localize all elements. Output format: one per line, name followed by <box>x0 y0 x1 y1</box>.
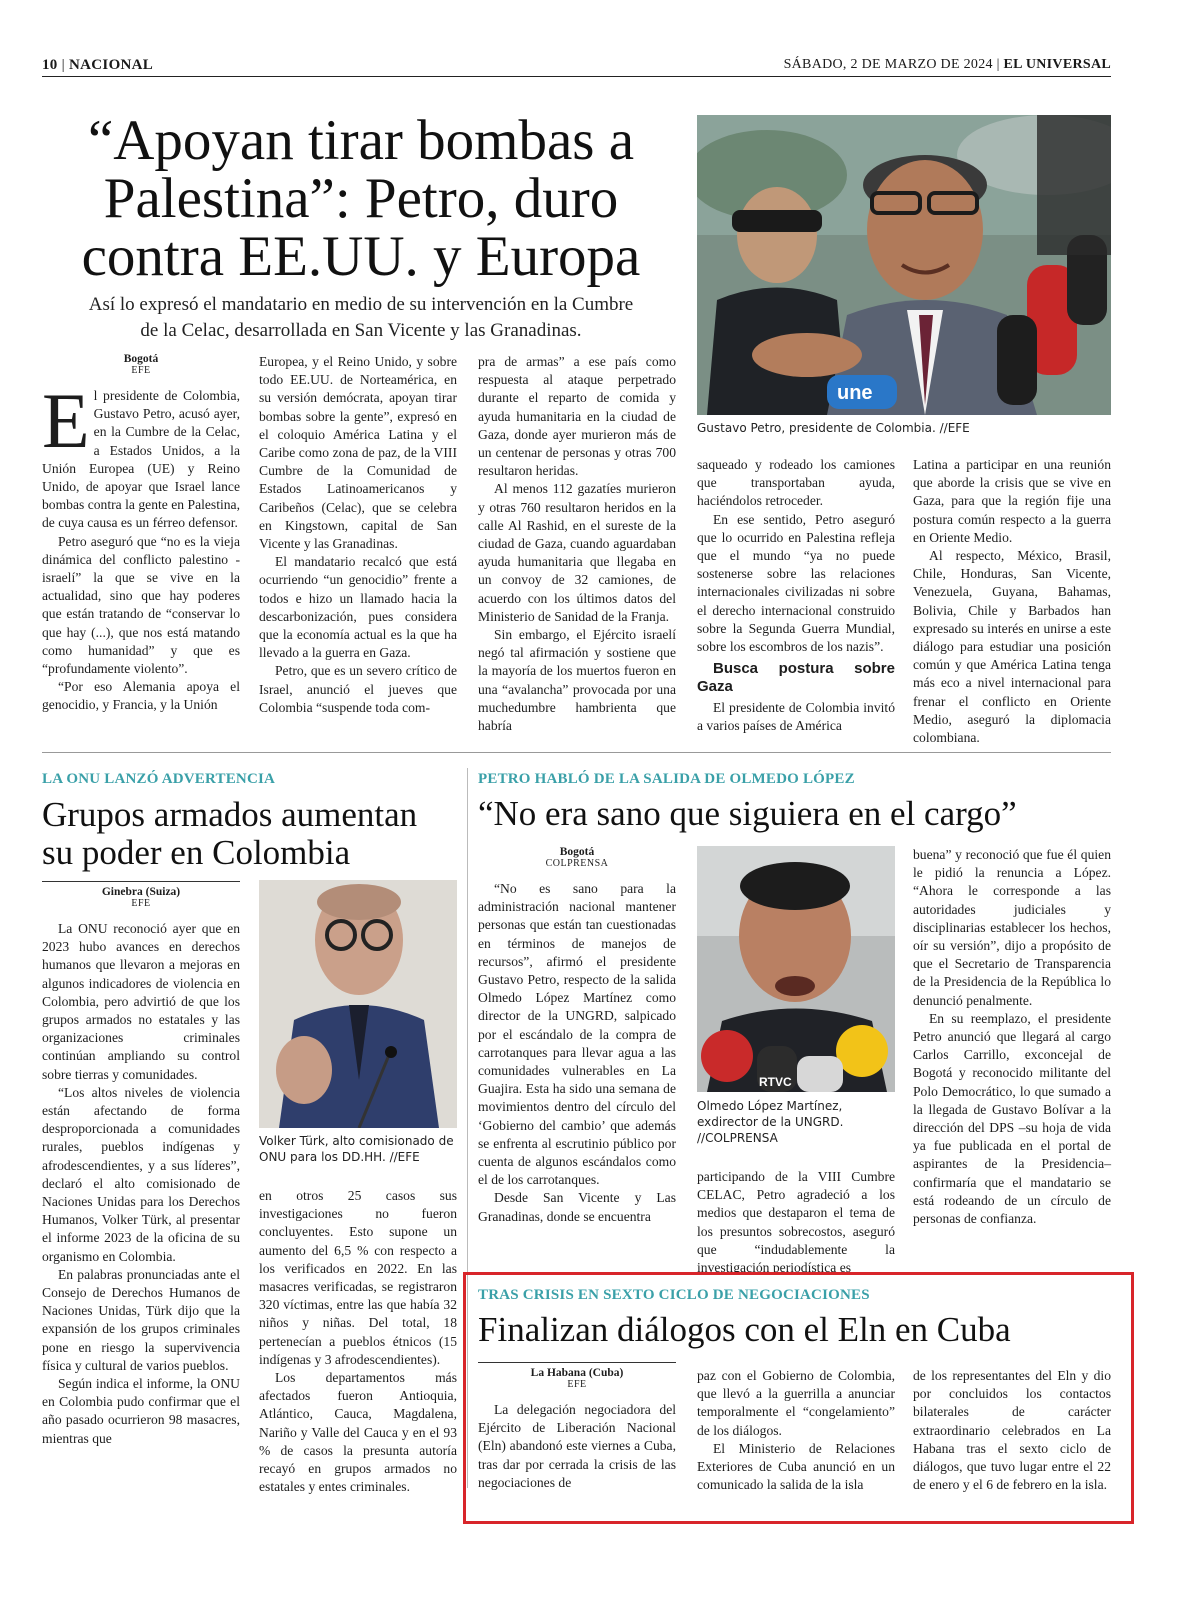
story1-bottom-rule <box>42 752 1111 753</box>
story3-column-1: Bogotá COLPRENSA “No es sano para la administración nacional mantener personas que están tan cuestionadas en términos de manejos de recursos”, afirmó el presidente Gustavo Petro, respecto de la salida Olmedo López Martínez como director de la UNGRD, salpicado por el escándalo de la compra de carrotanques para llevar agua a las comunidades vulnerables en La Guajira. Esta ha sido una semana de movimientos dentro del círculo del ‘Gobierno del cambio’ que además se enfrenta al escrutinio público por cuenta de algunos escándalos como el de los carrotanques. Desde San Vicente y Las Granadinas, donde se encuentra <box>478 846 676 1224</box>
section-name: NACIONAL <box>69 57 154 73</box>
story1-place: Bogotá <box>123 353 159 365</box>
story2-kicker: LA ONU LANZÓ ADVERTENCIA <box>42 771 276 787</box>
story4-column-2: paz con el Gobierno de Colombia, que llevó a la guerrilla a anunciar temporalmente el “congelamiento” de los diálogos. El Ministerio de Relaciones Exteriores de Cuba anunció en un comunicado la salida de la isla <box>697 1368 895 1493</box>
story4-byline <box>478 1367 676 1391</box>
story2-byline <box>42 886 240 910</box>
newspaper-name: EL UNIVERSAL <box>1003 57 1111 72</box>
story1-photo-caption: Gustavo Petro, presidente de Colombia. //EFE <box>697 421 970 435</box>
olmedo-photo-illustration <box>697 846 895 1092</box>
volker-photo <box>259 880 457 1128</box>
story3-photo-caption: Olmedo López Martínez, exdirector de la UNGRD. //COLPRENSA <box>697 1099 844 1145</box>
story2-agency: EFE <box>131 898 151 909</box>
story1-agency: EFE <box>131 365 151 376</box>
story3-column-2: participando de la VIII Cumbre CELAC, Petro agradeció a los medios que destaparon el tema de los presuntos sobrecostos, aseguró que “indudablemente la investigación periodística es <box>697 1169 895 1276</box>
story1-column-4: saqueado y rodeado los camiones que transportaban ayuda, haciéndolos retroceder. En ese sentido, Petro aseguró que lo ocurrido en Palestina refleja que el mundo “ya no puede sostenerse sobre las relaciones internacionales civilizadas ni sobre el derecho internacional construido sobre la Segunda Guerra Mundial, sobre los escombros de los nazis”. Busca postura sobre Gaza El presidente de Colombia invitó a varios países de América <box>697 457 895 733</box>
story1-dek: Así lo expresó el mandatario en medio de su intervención en la Cumbre de la Celac, desarrollada en San Vicente y las Granadinas. <box>88 294 634 341</box>
volker-photo-illustration <box>259 880 457 1128</box>
story2-column-2: en otros 25 casos sus investigaciones no fueron concluyentes. Esto supone un aumento del 6,5 % con respecto a los verificados en 2022. En las masacres verificadas, se registraron 320 víctimas, entre las que había 32 niños y niñas. Del total, 18 pertenecían a pueblos étnicos (15 indígenas y 3 afrodescendientes). Los departamentos más afectados fueron Antioquia, Atlántico, Cauca, Magdalena, Nariño y Valle del Cauca y en el 93 % de casos la presunta autoría recayó en grupos armados no estatales y entes criminales. <box>259 1188 457 1495</box>
header-rule <box>42 76 1111 77</box>
story4-headline: Finalizan diálogos con el Eln en Cuba <box>478 1310 1011 1349</box>
olmedo-photo <box>697 846 895 1092</box>
story1-dropcap: E <box>42 377 90 464</box>
story4-byline-rule <box>478 1362 676 1363</box>
story4-agency: EFE <box>567 1379 587 1390</box>
story1-column-2: Europea, y el Reino Unido, y sobre todo EE.UU. de Norteamérica, en su versión demócrata, apoyan tirar bombas sobre la gente”, expresó en el coloquio América Latina y el Caribe como zona de paz, de la VIII Cumbre de la Comunidad de Estados Latinoamericanos y Caribeños (Celac), que se celebra en Kingstown, capital de San Vicente y las Granadinas. El mandatario recalcó que está ocurriendo “un genocidio” frente a todos e hizo un llamado hacia la descarbonización, pues considera que la economía actual es la que ha llevado a la guerra en Gaza. Petro, que es un severo crítico de Israel, anunció el jueves que Colombia “suspende toda com- <box>259 354 457 715</box>
story4-place: La Habana (Cuba) <box>530 1367 624 1379</box>
story2-headline: Grupos armados aumentan su poder en Colombia <box>42 795 418 872</box>
story1-column-5: Latina a participar en una reunión que aborde la crisis que se vive en Gaza, para que la región fije una postura común respecto a la guerra en Oriente Medio. Al respecto, México, Brasil, Chile, Honduras, San Vicente, Venezuela, Guyana, Bahamas, Bolivia, Chile y Barbados han expresado su interés en unirse a este diálogo para estudiar una posición común y que América Latina tenga más eco a nivel internacional para frenar el conflicto en Oriente Medio, aseguró la diplomacia colombiana. <box>913 457 1111 746</box>
story3-kicker: PETRO HABLÓ DE LA SALIDA DE OLMEDO LÓPEZ <box>478 771 855 787</box>
story2-byline-rule <box>42 881 240 882</box>
story4-column-3: de los representantes del Eln y dio por concluidos los contactos bilaterales de carácter extraordinario celebrados en La Habana tras el sexto ciclo de diálogos, que tuvo lugar entre el 22 de enero y el 6 de febrero en la isla. <box>913 1368 1111 1493</box>
story4-kicker: TRAS CRISIS EN SEXTO CICLO DE NEGOCIACIONES <box>478 1287 870 1303</box>
story1-column-3: pra de armas” a ese país como respuesta al ataque perpetrado durante el reparto de comida y ayuda humanitaria en la ciudad de Gaza, donde ayer murieron más de un centenar de personas y otras 700 resultaron heridas. Al menos 112 gazatíes murieron y otras 760 resultaron heridos en la calle Al Rashid, en el sureste de la ciudad de Gaza, cuando aguardaban ayuda humanitaria que llegaba en un convoy de 32 camiones, de acuerdo con los últimos datos del Ministerio de Sanidad de la Franja. Sin embargo, el Ejército israelí negó tal afirmación y sostiene que la mayoría de los muertos fueron en una “avalancha” provocada por una muchedumbre hambrienta que habría <box>478 354 676 734</box>
story1-column-1: Bogotá EFE El presidente de Colombia, Gustavo Petro, acusó ayer, en la Cumbre de la Celac, a Estados Unidos, a la Unión Europea (UE) y Reino Unido, de apoyar que Israel lance bombas contra la gente en Palestina, de cuya causa es un férreo defensor. Petro aseguró que “no es la vieja dinámica del conflicto palestino - israelí” la que se vive en la actualidad, sino que hay poderes que están tratando de “conservar lo que hay (...), que nos está matando como humanidad” y que es “profundamente violento”. “Por eso Alemania apoya el genocidio, y Francia, y la Unión <box>42 353 240 713</box>
page-dateline: SÁBADO, 2 DE MARZO DE 2024 | EL UNIVERSAL <box>783 57 1111 72</box>
page-number: 10 <box>42 57 58 73</box>
story3-byline <box>478 846 676 870</box>
story4-column-1: La Habana (Cuba) EFE La delegación negociadora del Ejército de Liberación Nacional (Eln) abandonó este viernes a Cuba, tras dar por cerrada la crisis de las negociaciones de <box>478 1367 676 1490</box>
story2-place: Ginebra (Suiza) <box>101 886 181 898</box>
olmedo-mic-label: RTVC <box>759 1075 792 1089</box>
story2-column-1: Ginebra (Suiza) EFE La ONU reconoció ayer que en 2023 hubo avances en derechos humanos que llevaron a mejoras en algunos indicadores de violencia en Colombia, pero advirtió de que los grupos armados no estatales y las organizaciones criminales continúan ampliando su control sobre tierras y comunidades. “Los altos niveles de violencia están afectando de forma desproporcionada a comunidades rurales, pueblos indígenas y afrodescendientes, y a sus líderes”, declaró el alto comisionado de Naciones Unidas para los Derechos Humanos, Volker Türk, al presentar el informe 2023 de la oficina de su organismo en Colombia. En palabras pronunciadas ante el Consejo de Derechos Humanos de Naciones Unidas, Türk dijo que la expansión de los grupos criminales pone en riesgo la supervivencia física y cultural de varios pueblos. Según indica el informe, la ONU en Colombia pudo confirmar que el año pasado ocurrieron 98 masacres, mientras que <box>42 886 240 1446</box>
story1-subhead: Busca postura sobre Gaza <box>697 660 895 696</box>
story3-column-3: buena” y reconoció que fue él quien le pidió la renuncia a López. “Ahora le corresponde a las autoridades judiciales y disciplinarias establecer los hechos, oír su versión”, dijo a propósito de que el Secretario de Transparencia de la Presidencia de la República lo denunció penalmente. En su reemplazo, el presidente Petro anunció que llegará al cargo Carlos Carrillo, exconcejal de Bogotá y reconocido militante del Polo Democrático, lo que sumado a la llegada de Gustavo Bolívar a la dirección del DPS –su hoja de vida ya fue publicada en el portal de aspirantes de la Presidencia– confirmaría que el mandatario se está rodeando de un círculo de personas de confianza. <box>913 847 1111 1227</box>
story2-photo-caption: Volker Türk, alto comisionado de ONU para los DD.HH. //EFE <box>259 1134 454 1164</box>
page-folio: 10 | NACIONAL <box>42 57 154 73</box>
petro-photo <box>697 115 1111 415</box>
story3-headline: “No era sano que siguiera en el cargo” <box>478 794 1017 833</box>
petro-photo-illustration <box>697 115 1111 415</box>
story1-headline: “Apoyan tirar bombas a Palestina”: Petro, duro contra EE.UU. y Europa <box>81 109 641 289</box>
story3-place: Bogotá <box>559 846 595 858</box>
mic-flag-label: une <box>837 382 873 404</box>
story3-agency: COLPRENSA <box>545 858 609 869</box>
issue-date: SÁBADO, 2 DE MARZO DE 2024 <box>783 57 993 72</box>
story1-byline <box>42 353 240 377</box>
